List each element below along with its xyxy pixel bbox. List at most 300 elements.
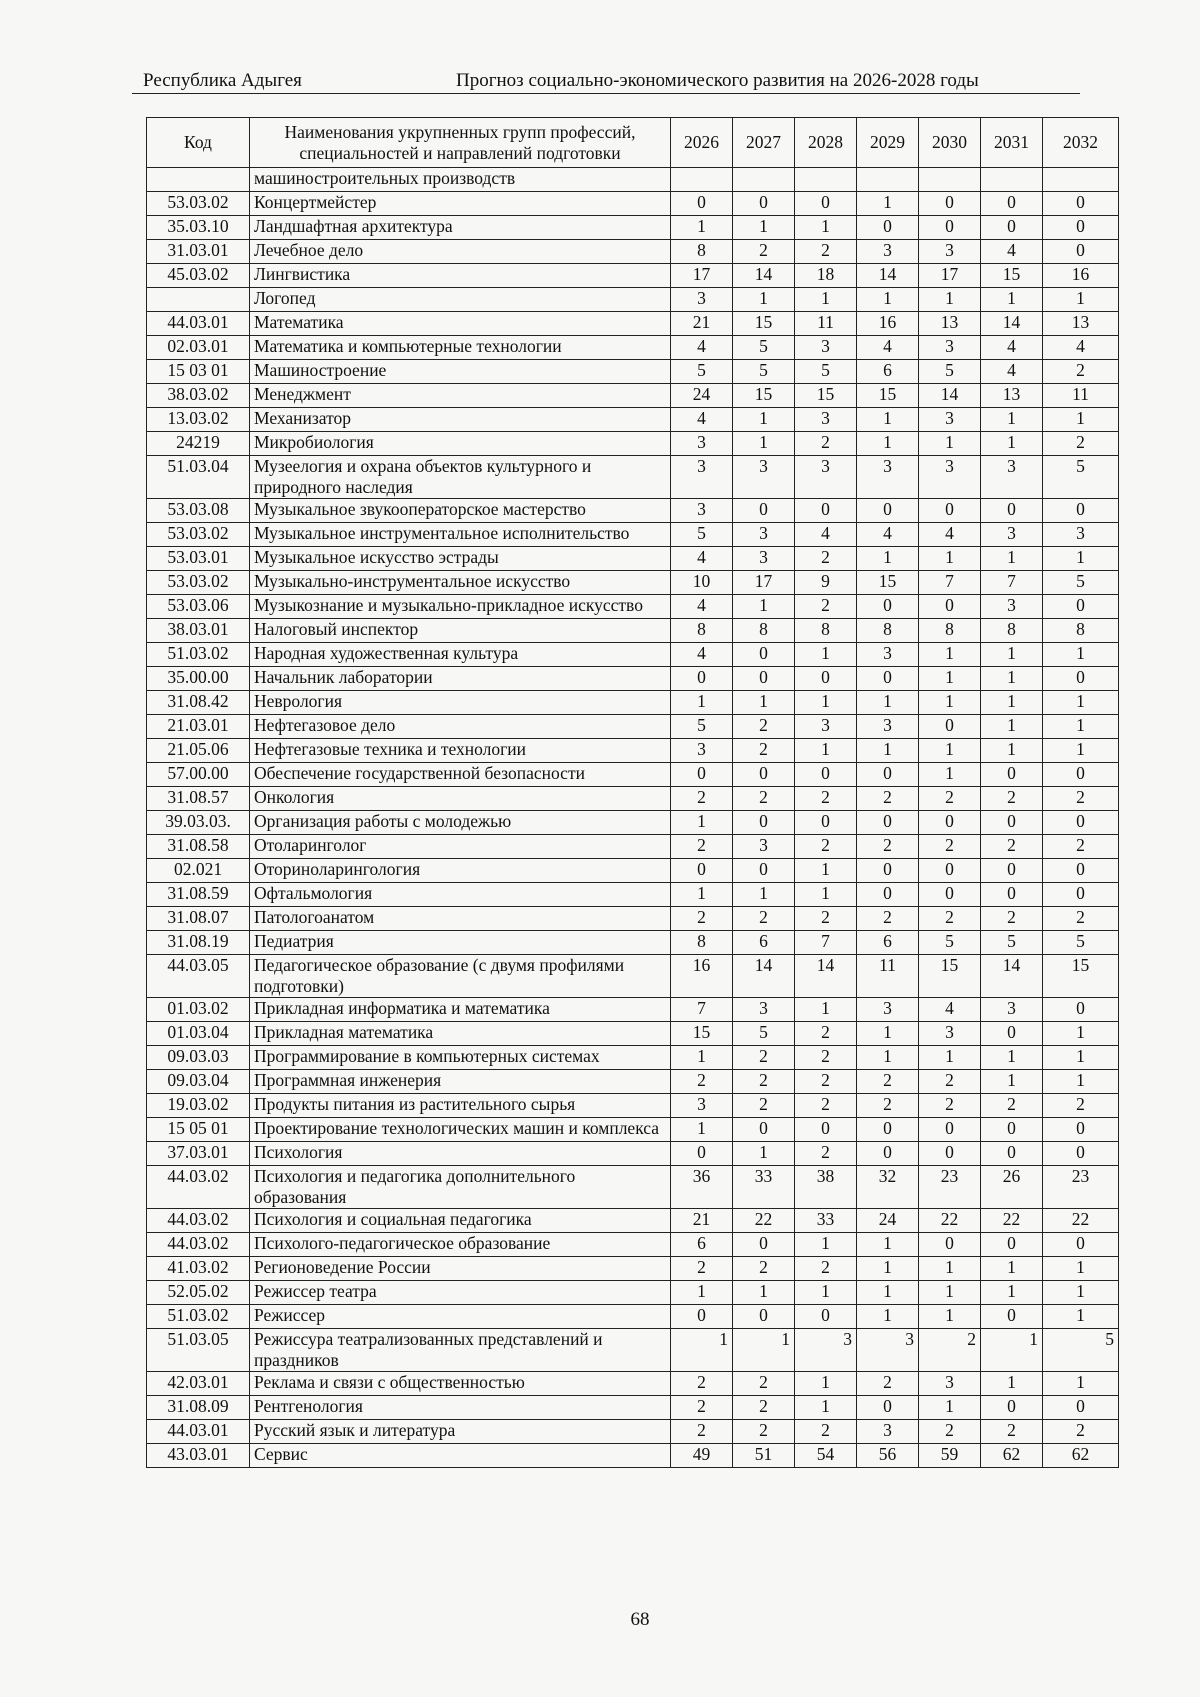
row-value-2027: 2 xyxy=(733,739,795,763)
table-row xyxy=(147,168,1119,192)
row-value-2027: 1 xyxy=(733,691,795,715)
row-value-2030: 22 xyxy=(919,1209,981,1233)
row-name: Музыкальное инструментальное исполнительство xyxy=(250,523,671,547)
row-value-2026: 3 xyxy=(671,456,733,499)
row-value-2032: 1 xyxy=(1043,1022,1119,1046)
row-code: 31.08.42 xyxy=(147,691,250,715)
row-value-2028: 3 xyxy=(795,1329,857,1372)
row-value-2032: 5 xyxy=(1043,456,1119,499)
row-value-2030: 5 xyxy=(919,360,981,384)
row-value-2027: 1 xyxy=(733,595,795,619)
row-value-2027: 1 xyxy=(733,1142,795,1166)
row-name: Логопед xyxy=(250,288,671,312)
table-row xyxy=(147,384,1119,408)
row-value-2028: 2 xyxy=(795,432,857,456)
col-header-2029: 2029 xyxy=(857,118,919,168)
row-value-2027: 0 xyxy=(733,1233,795,1257)
row-value-2031: 2 xyxy=(981,787,1043,811)
row-value-2026: 6 xyxy=(671,1233,733,1257)
row-value-2026: 21 xyxy=(671,1209,733,1233)
row-code: 31.03.01 xyxy=(147,240,250,264)
row-value-2030: 0 xyxy=(919,192,981,216)
row-value-2031: 22 xyxy=(981,1209,1043,1233)
row-value-2029: 56 xyxy=(857,1444,919,1468)
row-value-2029: 1 xyxy=(857,432,919,456)
row-value-2032: 5 xyxy=(1043,931,1119,955)
row-value-2026: 2 xyxy=(671,1070,733,1094)
row-value-2026: 21 xyxy=(671,312,733,336)
row-value-2032: 2 xyxy=(1043,835,1119,859)
row-value-2029: 3 xyxy=(857,715,919,739)
row-value-2031: 1 xyxy=(981,691,1043,715)
table-row xyxy=(147,955,1119,998)
row-value-2028: 1 xyxy=(795,288,857,312)
row-value-2029: 3 xyxy=(857,1329,919,1372)
row-value-2030: 1 xyxy=(919,643,981,667)
row-value-2030: 2 xyxy=(919,787,981,811)
table-row xyxy=(147,264,1119,288)
row-value-2031: 0 xyxy=(981,216,1043,240)
row-value-2030: 8 xyxy=(919,619,981,643)
row-value-2032: 1 xyxy=(1043,1070,1119,1094)
row-value-2030: 3 xyxy=(919,1022,981,1046)
row-value-2029: 0 xyxy=(857,499,919,523)
row-value-2027: 3 xyxy=(733,547,795,571)
row-value-2032: 5 xyxy=(1043,571,1119,595)
row-value-2026: 36 xyxy=(671,1166,733,1209)
row-value-2026: 5 xyxy=(671,360,733,384)
row-code: 53.03.02 xyxy=(147,571,250,595)
row-value-2026: 3 xyxy=(671,499,733,523)
row-value-2029: 11 xyxy=(857,955,919,998)
table-row xyxy=(147,312,1119,336)
row-value-2029: 4 xyxy=(857,336,919,360)
row-value-2030: 14 xyxy=(919,384,981,408)
row-name: Неврология xyxy=(250,691,671,715)
row-name: Музеелогия и охрана объектов культурного и природного наследия xyxy=(250,456,671,499)
row-name: Онкология xyxy=(250,787,671,811)
table-row xyxy=(147,1329,1119,1372)
row-value-2032: 1 xyxy=(1043,1305,1119,1329)
row-value-2031: 1 xyxy=(981,667,1043,691)
row-value-2031: 0 xyxy=(981,499,1043,523)
table-row xyxy=(147,739,1119,763)
row-code: 01.03.02 xyxy=(147,998,250,1022)
row-name: Математика xyxy=(250,312,671,336)
row-value-2030: 2 xyxy=(919,1329,981,1372)
row-value-2029: 32 xyxy=(857,1166,919,1209)
row-value-2026: 1 xyxy=(671,1046,733,1070)
row-value-2030: 1 xyxy=(919,1046,981,1070)
row-value-2031: 4 xyxy=(981,336,1043,360)
row-value-2032: 1 xyxy=(1043,1257,1119,1281)
row-value-2030: 0 xyxy=(919,859,981,883)
row-name: Математика и компьютерные технологии xyxy=(250,336,671,360)
table-body xyxy=(147,168,1119,1468)
row-value-2031: 1 xyxy=(981,288,1043,312)
table-row xyxy=(147,998,1119,1022)
row-value-2029: 0 xyxy=(857,883,919,907)
table-row xyxy=(147,1142,1119,1166)
row-code xyxy=(147,288,250,312)
row-value-2029: 1 xyxy=(857,547,919,571)
row-value-2028: 1 xyxy=(795,1396,857,1420)
row-value-2029: 8 xyxy=(857,619,919,643)
row-value-2026: 3 xyxy=(671,739,733,763)
row-code: 51.03.05 xyxy=(147,1329,250,1372)
table-row xyxy=(147,216,1119,240)
row-value-2029: 1 xyxy=(857,1257,919,1281)
row-value-2030: 1 xyxy=(919,432,981,456)
col-header-2027: 2027 xyxy=(733,118,795,168)
row-value-2026: 1 xyxy=(671,1281,733,1305)
row-value-2032: 0 xyxy=(1043,811,1119,835)
table-row xyxy=(147,240,1119,264)
row-value-2031: 0 xyxy=(981,883,1043,907)
row-value-2026: 2 xyxy=(671,1257,733,1281)
row-value-2030: 1 xyxy=(919,1305,981,1329)
row-name: Режиссер театра xyxy=(250,1281,671,1305)
row-code: 52.05.02 xyxy=(147,1281,250,1305)
row-value-2027: 5 xyxy=(733,360,795,384)
row-name: Лингвистика xyxy=(250,264,671,288)
row-value-2026: 0 xyxy=(671,192,733,216)
row-value-2032: 4 xyxy=(1043,336,1119,360)
row-value-2028: 2 xyxy=(795,1022,857,1046)
row-value-2028: 1 xyxy=(795,1281,857,1305)
row-value-2028: 0 xyxy=(795,1118,857,1142)
row-code: 44.03.02 xyxy=(147,1233,250,1257)
header-rule xyxy=(132,93,1080,94)
row-code: 38.03.01 xyxy=(147,619,250,643)
row-value-2026: 4 xyxy=(671,408,733,432)
row-value-2027: 0 xyxy=(733,643,795,667)
row-value-2030: 0 xyxy=(919,715,981,739)
row-value-2030: 23 xyxy=(919,1166,981,1209)
table-row xyxy=(147,432,1119,456)
row-value-2026: 0 xyxy=(671,763,733,787)
row-value-2031: 1 xyxy=(981,643,1043,667)
row-value-2027: 2 xyxy=(733,715,795,739)
row-value-2032: 1 xyxy=(1043,1281,1119,1305)
row-value-2030: 15 xyxy=(919,955,981,998)
row-name: Народная художественная культура xyxy=(250,643,671,667)
row-value-2031: 2 xyxy=(981,907,1043,931)
row-value-2026: 1 xyxy=(671,883,733,907)
table-row xyxy=(147,1209,1119,1233)
row-value-2031: 8 xyxy=(981,619,1043,643)
row-value-2029: 2 xyxy=(857,907,919,931)
row-name: Лечебное дело xyxy=(250,240,671,264)
row-value-2031: 0 xyxy=(981,1118,1043,1142)
row-value-2032: 1 xyxy=(1043,1372,1119,1396)
col-header-code: Код xyxy=(147,118,250,168)
row-code: 38.03.02 xyxy=(147,384,250,408)
row-value-2032: 15 xyxy=(1043,955,1119,998)
row-value-2030: 2 xyxy=(919,1070,981,1094)
row-value-2027: 0 xyxy=(733,667,795,691)
row-value-2030: 2 xyxy=(919,907,981,931)
row-value-2032: 0 xyxy=(1043,1396,1119,1420)
row-value-2026: 2 xyxy=(671,1396,733,1420)
row-value-2029: 2 xyxy=(857,835,919,859)
row-value-2031: 7 xyxy=(981,571,1043,595)
row-value-2029: 2 xyxy=(857,787,919,811)
row-value-2031: 0 xyxy=(981,811,1043,835)
row-value-2028: 2 xyxy=(795,1046,857,1070)
row-value-2031: 14 xyxy=(981,955,1043,998)
row-name: Продукты питания из растительного сырья xyxy=(250,1094,671,1118)
row-value-2027: 0 xyxy=(733,1305,795,1329)
row-name: Программирование в компьютерных системах xyxy=(250,1046,671,1070)
row-value-2030: 0 xyxy=(919,883,981,907)
row-value-2027: 3 xyxy=(733,456,795,499)
row-value-2030: 3 xyxy=(919,240,981,264)
row-value-2027: 5 xyxy=(733,1022,795,1046)
row-code: 09.03.04 xyxy=(147,1070,250,1094)
row-value-2028: 0 xyxy=(795,1305,857,1329)
row-value-2027: 1 xyxy=(733,216,795,240)
row-code: 57.00.00 xyxy=(147,763,250,787)
row-value-2031: 1 xyxy=(981,1257,1043,1281)
row-value-2030: 3 xyxy=(919,1372,981,1396)
table-row xyxy=(147,1281,1119,1305)
row-value-2027: 8 xyxy=(733,619,795,643)
row-value-2027: 0 xyxy=(733,811,795,835)
table-row xyxy=(147,336,1119,360)
row-value-2030: 0 xyxy=(919,1118,981,1142)
row-name: Регионоведение России xyxy=(250,1257,671,1281)
row-value-2026: 2 xyxy=(671,835,733,859)
table-row xyxy=(147,1022,1119,1046)
row-value-2028: 0 xyxy=(795,667,857,691)
table-row xyxy=(147,1094,1119,1118)
row-value-2027: 33 xyxy=(733,1166,795,1209)
row-value-2026: 8 xyxy=(671,619,733,643)
row-value-2029: 2 xyxy=(857,1094,919,1118)
row-value-2028: 3 xyxy=(795,408,857,432)
row-name: Обеспечение государственной безопасности xyxy=(250,763,671,787)
row-value-2031: 1 xyxy=(981,1372,1043,1396)
row-value-2028: 11 xyxy=(795,312,857,336)
row-value-2027: 2 xyxy=(733,1046,795,1070)
row-value-2026: 0 xyxy=(671,1142,733,1166)
row-value-2032: 0 xyxy=(1043,216,1119,240)
table-row xyxy=(147,1233,1119,1257)
table-row xyxy=(147,883,1119,907)
row-value-2029: 15 xyxy=(857,384,919,408)
row-name: Педагогическое образование (с двумя профилями подготовки) xyxy=(250,955,671,998)
row-value-2029: 3 xyxy=(857,998,919,1022)
row-value-2027: 2 xyxy=(733,240,795,264)
row-value-2032: 62 xyxy=(1043,1444,1119,1468)
row-value-2030: 0 xyxy=(919,811,981,835)
table-header-row xyxy=(147,118,1119,168)
row-value-2028: 2 xyxy=(795,787,857,811)
row-value-2026: 8 xyxy=(671,931,733,955)
table-row xyxy=(147,931,1119,955)
row-value-2027: 0 xyxy=(733,859,795,883)
row-value-2027: 17 xyxy=(733,571,795,595)
row-code: 02.021 xyxy=(147,859,250,883)
row-value-2030: 1 xyxy=(919,691,981,715)
row-value-2032: 2 xyxy=(1043,1094,1119,1118)
row-value-2031: 1 xyxy=(981,432,1043,456)
row-value-2026: 4 xyxy=(671,547,733,571)
row-value-2028: 1 xyxy=(795,643,857,667)
row-value-2032: 0 xyxy=(1043,240,1119,264)
row-value-2029: 3 xyxy=(857,1420,919,1444)
row-value-2032: 13 xyxy=(1043,312,1119,336)
row-value-2026: 2 xyxy=(671,907,733,931)
row-value-2030: 1 xyxy=(919,547,981,571)
col-header-2028: 2028 xyxy=(795,118,857,168)
row-value-2028: 0 xyxy=(795,811,857,835)
table-row xyxy=(147,859,1119,883)
row-value-2031: 14 xyxy=(981,312,1043,336)
row-value-2029: 0 xyxy=(857,763,919,787)
row-value-2032: 0 xyxy=(1043,1118,1119,1142)
row-name: машиностроительных производств xyxy=(250,168,671,192)
row-value-2028: 5 xyxy=(795,360,857,384)
row-value-2026: 24 xyxy=(671,384,733,408)
row-value-2027: 5 xyxy=(733,336,795,360)
row-value-2030: 2 xyxy=(919,1420,981,1444)
row-value-2032: 0 xyxy=(1043,192,1119,216)
row-code: 44.03.01 xyxy=(147,1420,250,1444)
row-code: 31.08.19 xyxy=(147,931,250,955)
row-value-2026: 3 xyxy=(671,288,733,312)
table-row xyxy=(147,595,1119,619)
row-value-2031: 13 xyxy=(981,384,1043,408)
table-row xyxy=(147,835,1119,859)
table-row xyxy=(147,1118,1119,1142)
row-value-2027: 2 xyxy=(733,907,795,931)
row-name: Менеджмент xyxy=(250,384,671,408)
row-name: Организация работы с молодежью xyxy=(250,811,671,835)
row-value-2028: 8 xyxy=(795,619,857,643)
row-value-2030: 3 xyxy=(919,456,981,499)
table-row xyxy=(147,1257,1119,1281)
row-code: 35.03.10 xyxy=(147,216,250,240)
row-value-2030: 17 xyxy=(919,264,981,288)
row-value-2029: 6 xyxy=(857,931,919,955)
row-value-2028: 2 xyxy=(795,1257,857,1281)
row-value-2031: 62 xyxy=(981,1444,1043,1468)
row-value-2026: 15 xyxy=(671,1022,733,1046)
row-value-2026: 2 xyxy=(671,1420,733,1444)
table-row xyxy=(147,288,1119,312)
row-value-2026: 2 xyxy=(671,787,733,811)
row-value-2030: 1 xyxy=(919,1396,981,1420)
row-code: 37.03.01 xyxy=(147,1142,250,1166)
row-code: 02.03.01 xyxy=(147,336,250,360)
row-value-2027: 15 xyxy=(733,312,795,336)
row-value-2030: 3 xyxy=(919,336,981,360)
row-value-2031: 26 xyxy=(981,1166,1043,1209)
row-value-2032: 0 xyxy=(1043,595,1119,619)
row-value-2030: 5 xyxy=(919,931,981,955)
row-name: Психология xyxy=(250,1142,671,1166)
row-value-2028: 2 xyxy=(795,240,857,264)
row-value-2028: 2 xyxy=(795,547,857,571)
row-value-2031: 0 xyxy=(981,1396,1043,1420)
row-name: Музыкознание и музыкально-прикладное искусство xyxy=(250,595,671,619)
row-name: Программная инженерия xyxy=(250,1070,671,1094)
page-number: 68 xyxy=(630,1609,650,1630)
table-row xyxy=(147,667,1119,691)
row-value-2032: 2 xyxy=(1043,360,1119,384)
row-value-2028: 4 xyxy=(795,523,857,547)
table-row xyxy=(147,360,1119,384)
row-value-2027: 0 xyxy=(733,192,795,216)
table-row xyxy=(147,811,1119,835)
row-value-2028: 3 xyxy=(795,456,857,499)
table-row xyxy=(147,1305,1119,1329)
row-value-2032: 1 xyxy=(1043,547,1119,571)
row-value-2030: 13 xyxy=(919,312,981,336)
row-value-2031: 1 xyxy=(981,1046,1043,1070)
row-value-2029: 1 xyxy=(857,1233,919,1257)
row-value-2032: 1 xyxy=(1043,715,1119,739)
row-value-2032: 2 xyxy=(1043,907,1119,931)
row-value-2030: 7 xyxy=(919,571,981,595)
row-value-2029: 1 xyxy=(857,691,919,715)
row-value-2032: 1 xyxy=(1043,408,1119,432)
row-value-2026: 1 xyxy=(671,1329,733,1372)
row-code: 53.03.06 xyxy=(147,595,250,619)
table-row xyxy=(147,1396,1119,1420)
table-row xyxy=(147,456,1119,499)
row-value-2030: 1 xyxy=(919,1281,981,1305)
row-name: Оториноларингология xyxy=(250,859,671,883)
row-value-2027: 0 xyxy=(733,763,795,787)
row-value-2030: 2 xyxy=(919,1094,981,1118)
row-name: Начальник лаборатории xyxy=(250,667,671,691)
row-code: 53.03.01 xyxy=(147,547,250,571)
row-value-2031: 1 xyxy=(981,547,1043,571)
row-value-2032: 1 xyxy=(1043,288,1119,312)
row-value-2029: 1 xyxy=(857,408,919,432)
row-code: 13.03.02 xyxy=(147,408,250,432)
row-value-2026: 17 xyxy=(671,264,733,288)
row-value-2030: 0 xyxy=(919,1142,981,1166)
row-value-2032 xyxy=(1043,168,1119,192)
row-value-2027 xyxy=(733,168,795,192)
row-value-2031: 0 xyxy=(981,1022,1043,1046)
row-value-2028: 9 xyxy=(795,571,857,595)
row-value-2032: 0 xyxy=(1043,1142,1119,1166)
row-value-2029: 16 xyxy=(857,312,919,336)
row-code: 15 03 01 xyxy=(147,360,250,384)
row-code: 53.03.08 xyxy=(147,499,250,523)
row-name: Музыкально-инструментальное искусство xyxy=(250,571,671,595)
row-code: 01.03.04 xyxy=(147,1022,250,1046)
row-value-2027: 22 xyxy=(733,1209,795,1233)
row-code: 42.03.01 xyxy=(147,1372,250,1396)
row-value-2026: 0 xyxy=(671,667,733,691)
row-value-2028: 7 xyxy=(795,931,857,955)
table-row xyxy=(147,192,1119,216)
row-value-2029: 0 xyxy=(857,216,919,240)
row-value-2027: 14 xyxy=(733,264,795,288)
row-value-2031: 4 xyxy=(981,240,1043,264)
row-value-2031: 3 xyxy=(981,998,1043,1022)
row-value-2031: 0 xyxy=(981,859,1043,883)
row-value-2031: 5 xyxy=(981,931,1043,955)
row-value-2029: 15 xyxy=(857,571,919,595)
row-value-2032: 0 xyxy=(1043,859,1119,883)
